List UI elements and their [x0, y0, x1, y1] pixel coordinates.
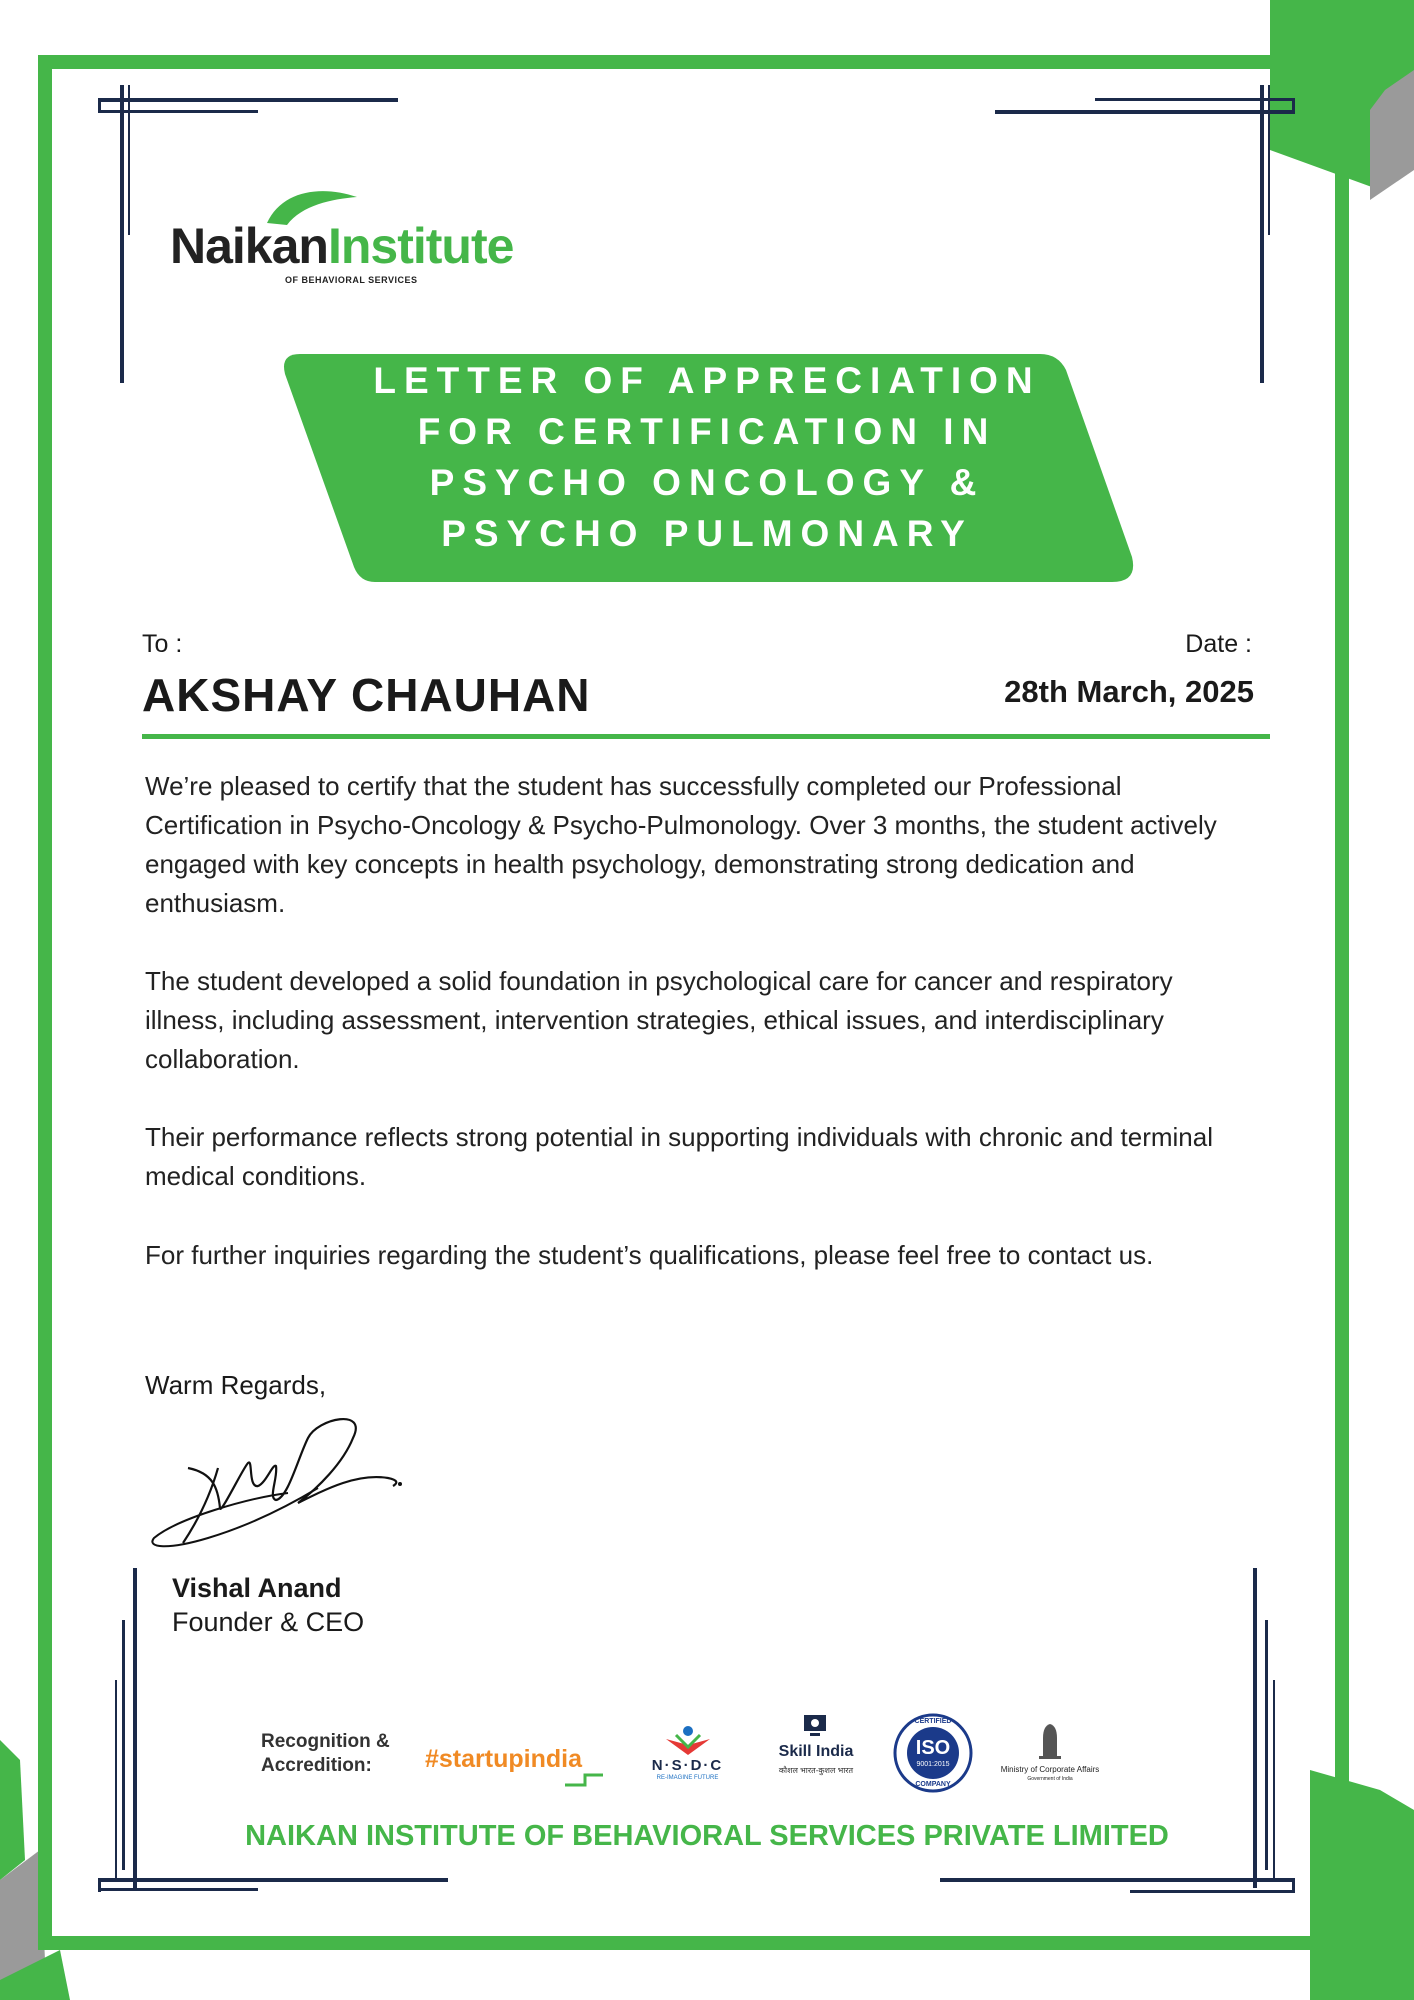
mca-text: Ministry of Corporate Affairs [1000, 1765, 1100, 1774]
skill-india-logo [770, 1713, 862, 1788]
recipient-name: AKSHAY CHAUHAN [142, 669, 591, 721]
signatory-title: Founder & CEO [172, 1607, 365, 1637]
logo-tagline: OF BEHAVIORAL SERVICES [285, 275, 418, 285]
nsdc-tagline: RE-IMAGINE FUTURE [656, 1775, 719, 1781]
nsdc-figures-icon [658, 1725, 718, 1757]
issue-date: 28th March, 2025 [1004, 674, 1254, 709]
banner-line-2: FOR CERTIFICATION IN [417, 411, 997, 452]
logo-brand-dark: Naikan [170, 218, 328, 274]
startupindia-underline-icon [565, 1773, 605, 1787]
national-emblem-icon [1035, 1720, 1065, 1760]
footer-company-name: NAIKAN INSTITUTE OF BEHAVIORAL SERVICES PRIVATE LIMITED [245, 1820, 1169, 1852]
accreditation-label-line-1: Recognition & [261, 1731, 390, 1752]
skill-india-subtext: कौशल भारत-कुशल भारत [778, 1766, 854, 1775]
body-paragraph-1: We’re pleased to certify that the student has successfully completed our Professional Certification in Psycho-Oncology & Psycho-Pulmonology. Over 3 months, the student actively engaged with key concepts in health psychology, demonstrating strong dedication and enthusiasm. [145, 771, 1217, 918]
mca-logo [985, 1720, 1115, 1785]
signatory-name: Vishal Anand [172, 1573, 342, 1603]
to-label: To : [142, 630, 183, 658]
body-paragraph-4: For further inquiries regarding the student’s qualifications, please feel free to contact us. [145, 1240, 1154, 1270]
banner-line-4: PSYCHO PULMONARY [441, 513, 973, 554]
iso-text: ISO [915, 1737, 951, 1759]
iso-top-text: CERTIFIED [914, 1718, 952, 1725]
nsdc-text: N·S·D·C [651, 1757, 724, 1774]
mca-subtext: Government of India [1027, 1776, 1073, 1782]
accreditation-label [261, 1730, 390, 1778]
closing-text: Warm Regards, [145, 1370, 327, 1400]
banner-title [282, 355, 1132, 559]
iso-number: 9001:2015 [916, 1761, 950, 1768]
skill-india-text: Skill India [778, 1743, 854, 1760]
iso-bottom-text: COMPANY [915, 1781, 951, 1788]
corner-green-bottom-left [0, 1740, 25, 1880]
institute-logo [170, 185, 550, 290]
logo-brand-green: Institute [327, 218, 514, 274]
accreditation-label-line-2: Accredition: [261, 1755, 372, 1776]
iso-badge [893, 1713, 973, 1793]
startupindia-logo [425, 1745, 582, 1774]
computer-icon [802, 1713, 828, 1739]
body-paragraph-3: Their performance reflects strong potential in supporting individuals with chronic and terminal medical conditions. [145, 1122, 1213, 1191]
nsdc-logo [630, 1725, 745, 1785]
signature-image [148, 1408, 408, 1553]
body-paragraph-2: The student developed a solid foundation in psychological care for cancer and respiratory illness, including assessment, intervention strategies, ethical issues, and interdisciplinary collaboration. [145, 966, 1173, 1074]
banner-line-3: PSYCHO ONCOLOGY & [429, 462, 985, 503]
date-label: Date : [1185, 630, 1252, 658]
banner-line-1: LETTER OF APPRECIATION [373, 360, 1041, 401]
header-divider [142, 734, 1270, 739]
startupindia-text: #startupindia [425, 1745, 582, 1773]
